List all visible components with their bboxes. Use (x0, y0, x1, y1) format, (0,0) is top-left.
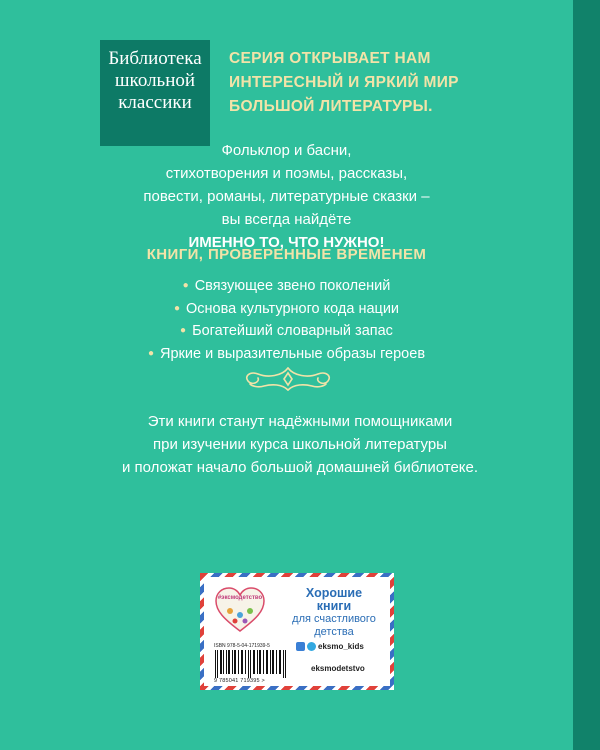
genres-line: стихотворения и поэмы, рассказы, (165, 165, 408, 182)
tagline (229, 47, 569, 119)
tagline-line: СЕРИЯ ОТКРЫВАЕТ НАМ (229, 50, 431, 67)
slogan-line: Хорошие (305, 586, 363, 600)
spine-strip (573, 0, 600, 750)
genres-line: повести, романы, литературные сказки – (143, 188, 430, 205)
bullet-icon: ● (173, 302, 180, 314)
benefit-text: Яркие и выразительные образы героев (160, 345, 426, 362)
publisher-card (200, 573, 394, 690)
benefit-text: Богатейший словарный запас (192, 323, 393, 339)
heart-logo-icon (214, 585, 266, 635)
series-badge (100, 40, 210, 146)
vk-icon (296, 642, 305, 651)
genres-line: Фольклор и басни, (221, 142, 352, 159)
social-handle: eksmo_kids (318, 642, 364, 651)
ornament-icon (238, 362, 338, 396)
closing-line: Эти книги станут надёжными помощниками (147, 413, 453, 430)
bullet-icon: ● (147, 347, 155, 359)
benefit-text: Основа культурного кода нации (186, 300, 400, 317)
hashtag: #эксмодетство (217, 595, 263, 601)
benefit-item (100, 320, 473, 343)
bullet-icon: ● (180, 325, 187, 336)
telegram-icon (307, 642, 316, 651)
genres-line: вы всегда найдёте (221, 211, 352, 228)
barcode-icon (214, 650, 288, 678)
series-line: классики (118, 92, 192, 113)
benefit-item (100, 298, 473, 321)
isbn-text: ISBN 978-5-04-171939-5 (214, 643, 270, 649)
benefit-item (100, 275, 473, 298)
genres-paragraph (100, 139, 473, 254)
slogan-line: книги (316, 599, 352, 613)
series-line: Библиотека (108, 48, 202, 69)
social-row (296, 642, 364, 651)
closing-line: при изучении курса школьной литературы (153, 436, 447, 453)
genres-emphasis: ИМЕННО ТО, ЧТО НУЖНО! (188, 234, 385, 251)
benefits-list (100, 275, 473, 365)
site-url: eksmodetstvo (311, 664, 365, 673)
slogan-line: для счастливого (292, 613, 376, 625)
tagline-line: ИНТЕРЕСНЫЙ И ЯРКИЙ МИР (229, 74, 459, 91)
closing-paragraph (100, 410, 500, 479)
books-heading: КНИГИ, ПРОВЕРЕННЫЕ ВРЕМЕНЕМ (146, 246, 427, 263)
publisher-slogan (282, 587, 386, 639)
slogan-line: детства (314, 626, 354, 638)
benefit-text: Связующее звено поколений (194, 278, 391, 294)
publisher-card-inner (204, 577, 390, 686)
closing-line: и положат начало большой домашней библиотеке. (121, 459, 479, 476)
bullet-icon: ● (182, 280, 189, 291)
series-line: школьной (114, 70, 196, 91)
tagline-line: БОЛЬШОЙ ЛИТЕРАТУРЫ. (229, 98, 433, 115)
barcode-digits: 9 785041 719395 > (214, 678, 265, 684)
